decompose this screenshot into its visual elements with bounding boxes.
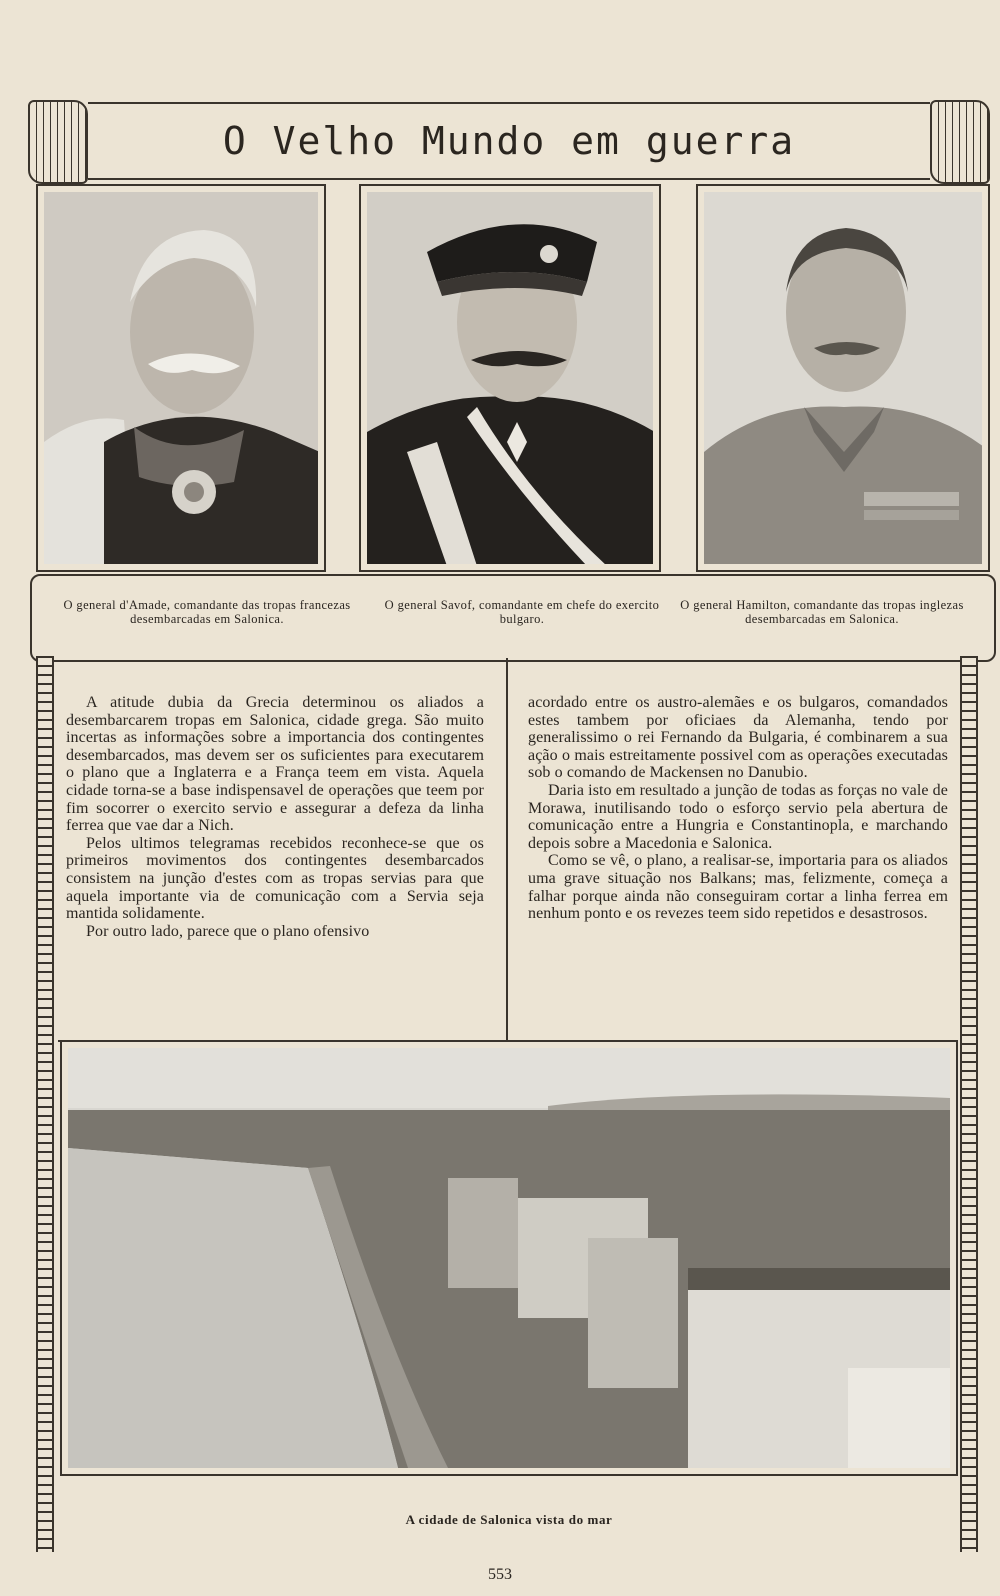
article-column-2 <box>508 658 956 1042</box>
caption-damade: O general d'Amade, comandante das tropas francezas desembarcadas em Salonica. <box>63 598 351 626</box>
scroll-ornament-left <box>28 100 88 184</box>
decorative-rail-left <box>36 656 54 1552</box>
portrait-captions <box>30 574 996 662</box>
portrait-photo-damade <box>44 192 318 564</box>
harbour-photo <box>68 1048 950 1468</box>
title-banner <box>28 100 990 180</box>
portrait-frame-savof <box>359 184 661 572</box>
harbour-photo-frame <box>60 1040 958 1476</box>
portrait-photo-hamilton <box>704 192 982 564</box>
scroll-ornament-right <box>930 100 990 184</box>
caption-savof: O general Savof, comandante em chefe do exercito bulgaro. <box>384 598 660 626</box>
title-band <box>88 102 930 180</box>
article-column-1 <box>58 658 508 1042</box>
paragraph: Como se vê, o plano, a realisar-se, importaria para os aliados uma grave situação nos Balkans; mas, felizmente, começa a falhar porque ainda não conseguiram cortar a linha ferrea em nenhum ponto e os revezes teem sido repetidos e desastrosos. <box>528 852 948 923</box>
decorative-rail-right <box>960 656 978 1552</box>
portrait-photo-savof <box>367 192 653 564</box>
portrait-frame-damade <box>36 184 326 572</box>
paragraph: Daria isto em resultado a junção de todas as forças no vale de Morawa, inutilisando todo o esforço servio pela abertura de comunicação entre a Hungria e Constantinopla, e marchando depois sobre a Macedonia e Salonica. <box>528 781 948 852</box>
paragraph: acordado entre os austro-alemães e os bulgaros, comandados estes tambem por oficiaes da Alemanha, tendo por generalissimo o rei Fernando da Bulgaria, é combinarem a sua ação o mais estreitamente possivel com as operações executadas sob o comando de Mackensen no Danubio. <box>528 694 948 782</box>
caption-hamilton: O general Hamilton, comandante das tropas inglezas desembarcadas em Salonica. <box>680 598 964 626</box>
paragraph: A atitude dubia da Grecia determinou os aliados a desembarcarem tropas em Salonica, cidade grega. São muito incertas as informações sobre a importancia dos contingentes desembarcados, mas devem ser os suficientes para executarem o plano que a Inglaterra e a França teem em vista. Aquela cidade torna-se a base indispensavel de operações que teem por fim socorrer o exercito servio e assegurar a defeza da linha ferrea que vae dar a Nich. <box>66 694 484 835</box>
harbour-caption: A cidade de Salonica vista do mar <box>405 1512 613 1527</box>
page-number: 553 <box>488 1566 512 1583</box>
paragraph: Pelos ultimos telegramas recebidos reconhece-se que os primeiros movimentos dos contingentes desembarcados consistem na junção d'estes com as tropas servias para que aquela importante via de comunicação com a Servia seja mantida solidamente. <box>66 834 484 923</box>
paragraph: Por outro lado, parece que o plano ofensivo <box>86 922 370 940</box>
portrait-frame-hamilton <box>696 184 990 572</box>
page-title: O Velho Mundo em guerra <box>222 119 796 163</box>
